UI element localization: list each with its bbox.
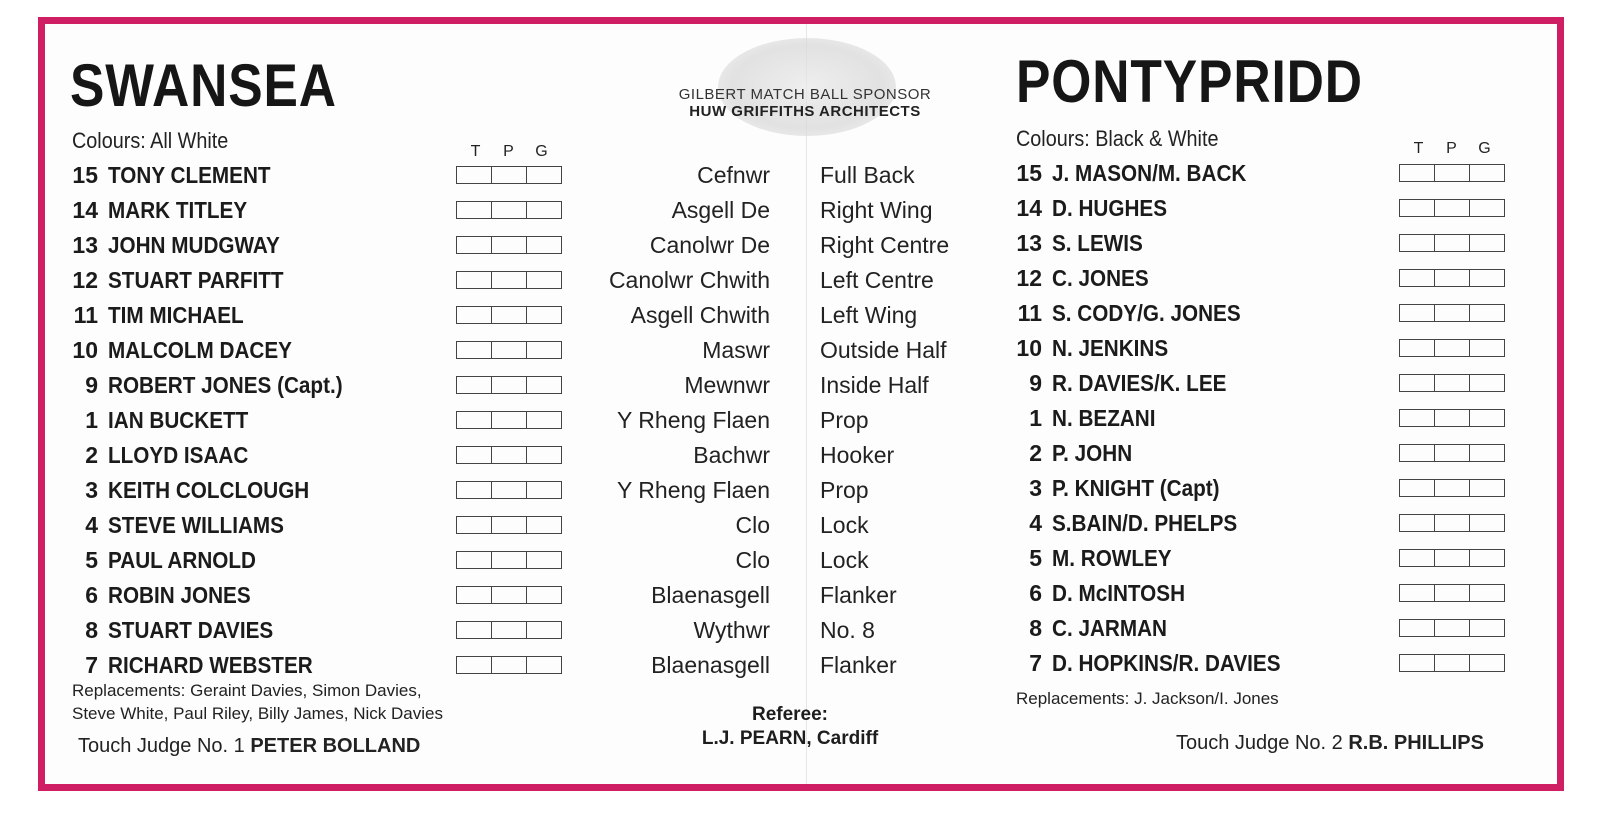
score-box-t — [457, 272, 492, 288]
player-row — [60, 405, 264, 435]
position-english: Left Wing — [820, 302, 918, 328]
score-box-p — [1435, 550, 1470, 566]
score-box-t — [457, 377, 492, 393]
touch-judge-name: PETER BOLLAND — [250, 735, 421, 757]
score-boxes — [456, 446, 562, 464]
position-welsh: Cefnwr — [697, 162, 770, 188]
score-box-g — [1470, 515, 1504, 531]
position-welsh: Clo — [735, 512, 770, 538]
score-boxes — [1399, 619, 1505, 637]
score-box-t — [1400, 270, 1435, 286]
score-box-g — [1470, 340, 1504, 356]
score-boxes — [1399, 514, 1505, 532]
player-number: 13 — [1016, 230, 1042, 256]
position-welsh: Mewnwr — [684, 372, 770, 398]
score-box-t — [1400, 550, 1435, 566]
score-box-g — [1470, 655, 1504, 671]
player-row — [60, 300, 259, 330]
score-box-t — [457, 307, 492, 323]
player-row — [1004, 473, 1238, 503]
score-box-t — [457, 517, 492, 533]
score-box-p — [1435, 235, 1470, 251]
score-box-p — [1435, 480, 1470, 496]
score-box-p — [492, 272, 527, 288]
player-row — [1004, 403, 1167, 433]
score-box-g — [527, 552, 561, 568]
player-name: S. LEWIS — [1052, 230, 1143, 256]
score-boxes — [456, 411, 562, 429]
player-row — [1004, 578, 1200, 608]
score-boxes — [1399, 199, 1505, 217]
position-english: No. 8 — [820, 617, 875, 643]
player-name: N. JENKINS — [1052, 335, 1169, 361]
score-boxes — [1399, 444, 1505, 462]
player-row — [1004, 263, 1159, 293]
player-number: 6 — [1029, 580, 1042, 606]
player-number: 7 — [1029, 650, 1042, 676]
home-replacements-2: Steve White, Paul Riley, Billy James, Nick Davies — [72, 704, 443, 723]
player-name: M. ROWLEY — [1052, 545, 1172, 571]
header-g: G — [535, 143, 548, 160]
score-box-g — [1470, 585, 1504, 601]
position-welsh: Blaenasgell — [651, 582, 770, 608]
home-score-headers — [459, 143, 558, 161]
score-box-p — [492, 342, 527, 358]
player-number: 15 — [72, 162, 98, 188]
score-box-g — [1470, 620, 1504, 636]
score-box-g — [1470, 200, 1504, 216]
score-boxes — [456, 481, 562, 499]
score-box-p — [492, 202, 527, 218]
player-name: J. MASON/M. BACK — [1052, 160, 1247, 186]
player-name: MALCOLM DACEY — [108, 337, 292, 363]
score-boxes — [1399, 549, 1505, 567]
referee-name: L.J. PEARN, Cardiff — [701, 728, 879, 749]
center-fold — [806, 24, 807, 784]
score-box-p — [1435, 515, 1470, 531]
score-box-g — [527, 657, 561, 673]
score-boxes — [456, 551, 562, 569]
score-box-p — [1435, 655, 1470, 671]
player-name: LLOYD ISAAC — [108, 442, 249, 468]
score-box-g — [1470, 480, 1504, 496]
score-boxes — [456, 306, 562, 324]
score-box-g — [527, 272, 561, 288]
score-box-p — [1435, 340, 1470, 356]
player-number: 15 — [1016, 160, 1042, 186]
player-row — [60, 580, 266, 610]
score-box-p — [492, 587, 527, 603]
score-box-p — [1435, 165, 1470, 181]
header-t: T — [470, 143, 481, 160]
score-box-t — [457, 237, 492, 253]
score-box-t — [1400, 235, 1435, 251]
score-box-t — [457, 412, 492, 428]
score-box-g — [1470, 410, 1504, 426]
score-box-g — [527, 482, 561, 498]
player-row — [60, 475, 332, 505]
player-row — [60, 195, 263, 225]
score-box-p — [492, 412, 527, 428]
player-name: D. McINTOSH — [1052, 580, 1186, 606]
home-touch-judge — [78, 735, 420, 758]
player-name: C. JARMAN — [1052, 615, 1168, 641]
away-colours: Colours: Black & White — [1016, 126, 1219, 151]
score-box-p — [1435, 410, 1470, 426]
score-box-p — [492, 622, 527, 638]
score-boxes — [1399, 584, 1505, 602]
player-name: KEITH COLCLOUGH — [108, 477, 310, 503]
score-boxes — [1399, 269, 1505, 287]
position-welsh: Y Rheng Flaen — [616, 477, 770, 503]
score-box-g — [527, 622, 561, 638]
score-boxes — [1399, 164, 1505, 182]
header-t: T — [1413, 140, 1424, 157]
header-g: G — [1478, 140, 1491, 157]
score-box-p — [492, 482, 527, 498]
score-box-g — [1470, 165, 1504, 181]
player-row — [1004, 193, 1180, 223]
score-boxes — [1399, 339, 1505, 357]
player-number: 5 — [1029, 545, 1042, 571]
score-box-t — [457, 342, 492, 358]
player-number: 9 — [1029, 370, 1042, 396]
position-english: Right Wing — [820, 197, 933, 223]
score-box-g — [527, 202, 561, 218]
score-box-p — [492, 657, 527, 673]
score-box-p — [1435, 375, 1470, 391]
score-boxes — [456, 516, 562, 534]
away-touch-judge — [1176, 732, 1484, 755]
player-number: 10 — [72, 337, 98, 363]
player-name: D. HOPKINS/R. DAVIES — [1052, 650, 1281, 676]
player-number: 10 — [1016, 335, 1042, 361]
player-number: 3 — [85, 477, 98, 503]
score-boxes — [1399, 654, 1505, 672]
score-box-t — [1400, 655, 1435, 671]
player-name: RICHARD WEBSTER — [108, 652, 313, 678]
score-box-t — [1400, 305, 1435, 321]
position-welsh: Asgell De — [671, 197, 770, 223]
referee-block — [690, 703, 890, 751]
score-box-t — [1400, 585, 1435, 601]
player-name: PAUL ARNOLD — [108, 547, 256, 573]
position-welsh: Asgell Chwith — [630, 302, 770, 328]
player-number: 11 — [1017, 300, 1042, 326]
score-boxes — [456, 586, 562, 604]
score-boxes — [456, 621, 562, 639]
player-name: N. BEZANI — [1052, 405, 1156, 431]
score-box-p — [1435, 305, 1470, 321]
header-p: P — [1446, 140, 1457, 157]
player-row — [60, 265, 303, 295]
player-name: S. CODY/G. JONES — [1052, 300, 1241, 326]
player-row — [1004, 613, 1180, 643]
touch-judge-label: Touch Judge No. 1 — [78, 735, 245, 757]
referee-label: Referee: — [751, 704, 829, 725]
player-number: 4 — [1029, 510, 1042, 536]
score-boxes — [1399, 479, 1505, 497]
player-name: MARK TITLEY — [108, 197, 248, 223]
score-box-g — [527, 342, 561, 358]
score-box-p — [492, 517, 527, 533]
home-team-title: SWANSEA — [70, 52, 337, 119]
player-row — [1004, 438, 1141, 468]
score-box-g — [527, 412, 561, 428]
player-row — [1004, 508, 1258, 538]
player-name: R. DAVIES/K. LEE — [1052, 370, 1227, 396]
position-english: Flanker — [820, 582, 897, 608]
home-colours: Colours: All White — [72, 128, 229, 153]
position-english: Hooker — [820, 442, 895, 468]
score-box-t — [457, 167, 492, 183]
score-box-g — [1470, 305, 1504, 321]
player-row — [60, 370, 369, 400]
score-box-p — [492, 167, 527, 183]
position-english: Lock — [820, 512, 869, 538]
player-name: JOHN MUDGWAY — [108, 232, 280, 258]
score-box-p — [492, 307, 527, 323]
player-number: 2 — [1029, 440, 1042, 466]
score-box-p — [1435, 445, 1470, 461]
position-welsh: Wythwr — [693, 617, 770, 643]
score-box-p — [492, 552, 527, 568]
score-box-g — [527, 237, 561, 253]
score-boxes — [456, 656, 562, 674]
player-name: TONY CLEMENT — [108, 162, 271, 188]
score-box-p — [1435, 270, 1470, 286]
score-box-g — [1470, 235, 1504, 251]
position-english: Full Back — [820, 162, 915, 188]
player-row — [60, 615, 292, 645]
score-box-g — [527, 517, 561, 533]
player-number: 8 — [85, 617, 98, 643]
sponsor-block — [660, 86, 950, 120]
score-boxes — [1399, 304, 1505, 322]
score-box-g — [1470, 375, 1504, 391]
away-team-title: PONTYPRIDD — [1016, 48, 1363, 115]
score-box-t — [1400, 340, 1435, 356]
score-boxes — [1399, 234, 1505, 252]
player-name: C. JONES — [1052, 265, 1149, 291]
score-box-g — [527, 307, 561, 323]
score-box-g — [1470, 550, 1504, 566]
position-english: Flanker — [820, 652, 897, 678]
position-welsh: Clo — [735, 547, 770, 573]
player-name: STUART PARFITT — [108, 267, 284, 293]
score-box-g — [527, 167, 561, 183]
home-replacements-1: Replacements: Geraint Davies, Simon Davies, — [72, 681, 422, 700]
touch-judge-name: R.B. PHILLIPS — [1348, 732, 1484, 754]
position-welsh: Blaenasgell — [651, 652, 770, 678]
position-english: Outside Half — [820, 337, 947, 363]
player-row — [1004, 228, 1153, 258]
player-number: 5 — [85, 547, 98, 573]
score-boxes — [456, 271, 562, 289]
player-number: 14 — [72, 197, 98, 223]
score-box-g — [527, 447, 561, 463]
score-box-p — [492, 377, 527, 393]
player-row — [1004, 158, 1268, 188]
score-box-p — [1435, 585, 1470, 601]
player-row — [1004, 298, 1262, 328]
score-box-t — [457, 202, 492, 218]
player-name: STUART DAVIES — [108, 617, 274, 643]
score-box-p — [1435, 620, 1470, 636]
score-box-t — [457, 552, 492, 568]
score-box-g — [527, 377, 561, 393]
score-boxes — [456, 236, 562, 254]
sponsor-line1: GILBERT MATCH BALL SPONSOR — [678, 86, 932, 103]
player-number: 1 — [1029, 405, 1042, 431]
score-box-t — [1400, 375, 1435, 391]
player-number: 7 — [85, 652, 98, 678]
header-p: P — [503, 143, 514, 160]
score-box-t — [457, 482, 492, 498]
player-name: IAN BUCKETT — [108, 407, 249, 433]
score-box-t — [457, 657, 492, 673]
player-name: STEVE WILLIAMS — [108, 512, 284, 538]
player-number: 12 — [72, 267, 98, 293]
score-box-t — [1400, 200, 1435, 216]
player-number: 2 — [85, 442, 98, 468]
position-english: Prop — [820, 407, 869, 433]
away-score-headers — [1402, 140, 1501, 158]
position-welsh: Canolwr Chwith — [608, 267, 770, 293]
score-box-t — [457, 447, 492, 463]
score-boxes — [456, 376, 562, 394]
position-english: Inside Half — [820, 372, 929, 398]
player-number: 3 — [1029, 475, 1042, 501]
score-box-p — [492, 447, 527, 463]
position-welsh: Maswr — [702, 337, 770, 363]
position-english: Prop — [820, 477, 869, 503]
score-boxes — [456, 166, 562, 184]
score-box-t — [1400, 620, 1435, 636]
player-number: 13 — [72, 232, 98, 258]
score-boxes — [456, 201, 562, 219]
score-box-t — [1400, 165, 1435, 181]
player-number: 8 — [1029, 615, 1042, 641]
player-row — [1004, 648, 1306, 678]
player-row — [60, 440, 264, 470]
position-english: Lock — [820, 547, 869, 573]
player-name: D. HUGHES — [1052, 195, 1168, 221]
player-number: 1 — [85, 407, 98, 433]
position-english: Left Centre — [820, 267, 934, 293]
score-box-t — [1400, 445, 1435, 461]
score-box-t — [1400, 480, 1435, 496]
score-box-t — [457, 622, 492, 638]
player-number: 12 — [1016, 265, 1042, 291]
position-welsh: Bachwr — [693, 442, 770, 468]
player-number: 11 — [73, 302, 98, 328]
player-name: ROBERT JONES (Capt.) — [108, 372, 343, 398]
score-boxes — [1399, 409, 1505, 427]
player-number: 14 — [1016, 195, 1042, 221]
score-box-p — [492, 237, 527, 253]
score-boxes — [1399, 374, 1505, 392]
player-row — [60, 650, 335, 680]
score-boxes — [456, 341, 562, 359]
player-name: P. JOHN — [1052, 440, 1133, 466]
score-box-t — [457, 587, 492, 603]
player-row — [60, 510, 304, 540]
player-name: TIM MICHAEL — [108, 302, 244, 328]
position-welsh: Y Rheng Flaen — [616, 407, 770, 433]
player-number: 4 — [85, 512, 98, 538]
position-welsh: Canolwr De — [649, 232, 770, 258]
score-box-g — [1470, 270, 1504, 286]
player-name: P. KNIGHT (Capt) — [1052, 475, 1220, 501]
touch-judge-label: Touch Judge No. 2 — [1176, 732, 1343, 754]
position-english: Right Centre — [820, 232, 950, 258]
player-row — [60, 545, 272, 575]
player-row — [1004, 543, 1185, 573]
player-row — [1004, 368, 1246, 398]
away-replacements: Replacements: J. Jackson/I. Jones — [1016, 689, 1279, 708]
player-number: 6 — [85, 582, 98, 608]
score-box-t — [1400, 515, 1435, 531]
player-row — [60, 335, 312, 365]
score-box-t — [1400, 410, 1435, 426]
sponsor-line2: HUW GRIFFITHS ARCHITECTS — [689, 103, 921, 120]
player-name: S.BAIN/D. PHELPS — [1052, 510, 1238, 536]
player-row — [60, 160, 289, 190]
score-box-g — [1470, 445, 1504, 461]
player-name: ROBIN JONES — [108, 582, 251, 608]
player-row — [60, 230, 299, 260]
score-box-p — [1435, 200, 1470, 216]
player-number: 9 — [85, 372, 98, 398]
player-row — [1004, 333, 1181, 363]
score-box-g — [527, 587, 561, 603]
